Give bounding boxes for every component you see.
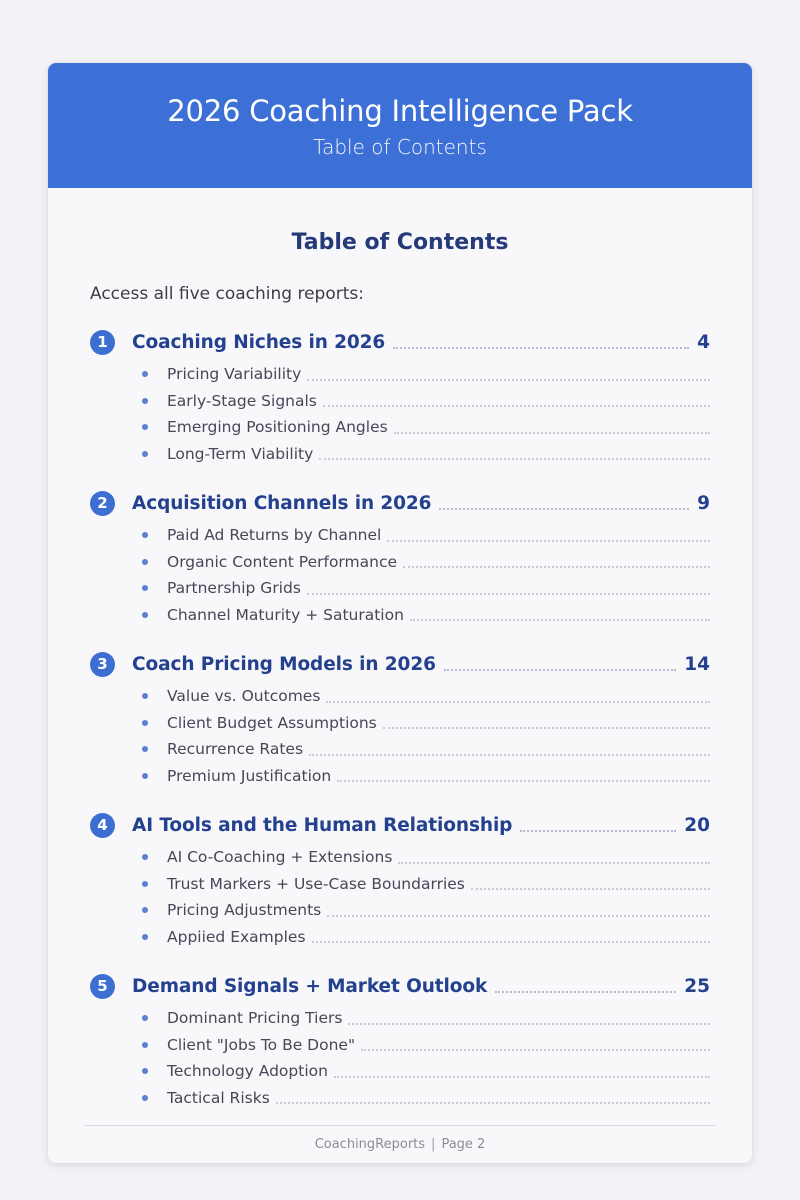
bullet-icon — [142, 907, 148, 913]
subsection-item[interactable] — [142, 1005, 710, 1032]
document-page — [48, 63, 752, 1163]
section-number-badge: 3 — [90, 652, 115, 677]
bullet-icon — [142, 881, 148, 887]
toc-section-link[interactable] — [90, 971, 710, 1001]
subsection-label: Organic Content Performance — [167, 552, 398, 571]
toc-section-link[interactable] — [90, 649, 710, 679]
subsection-label: Partnership Grids — [167, 579, 301, 598]
dot-leader — [319, 458, 710, 460]
subsection-label: Client "Jobs To Be Done" — [167, 1035, 356, 1054]
subsection-item[interactable] — [142, 683, 710, 710]
subsection-label: Appiied Examples — [167, 927, 306, 946]
dot-leader — [393, 347, 689, 349]
subsection-label: Pricing Adjustments — [167, 901, 322, 920]
subsection-label: Tactical Risks — [167, 1088, 270, 1107]
bullet-icon — [142, 1068, 148, 1074]
subsection-label: Value vs. Outcomes — [167, 687, 321, 706]
footer-page-label: Page 2 — [441, 1137, 486, 1152]
toc-heading: Table of Contents — [291, 230, 509, 255]
subsection-label: Paid Ad Returns by Channel — [167, 526, 382, 545]
dot-leader — [327, 915, 710, 917]
dot-leader — [471, 888, 710, 890]
section-title: Demand Signals + Market Outlook — [132, 975, 488, 997]
section-page-number: 9 — [697, 492, 710, 514]
toc-section-2 — [90, 488, 710, 628]
subsection-item[interactable] — [142, 441, 710, 468]
bullet-icon — [142, 451, 148, 457]
page-footer — [84, 1125, 716, 1154]
dot-leader — [444, 669, 676, 671]
bullet-icon — [142, 773, 148, 779]
toc-body — [48, 228, 752, 1111]
bullet-icon — [142, 398, 148, 404]
section-number-badge: 1 — [90, 330, 115, 355]
section-page-number: 20 — [684, 814, 710, 836]
bullet-icon — [142, 559, 148, 565]
subsection-list — [90, 1005, 710, 1111]
subsection-label: Trust Markers + Use-Case Boundarries — [167, 874, 465, 893]
dot-leader — [520, 830, 676, 832]
subsection-item[interactable] — [142, 602, 710, 629]
bullet-icon — [142, 720, 148, 726]
dot-leader — [361, 1049, 710, 1051]
subsection-item[interactable] — [142, 1058, 710, 1085]
section-page-number: 25 — [684, 975, 710, 997]
subsection-list — [90, 844, 710, 950]
document-title: 2026 Coaching Intelligence Pack — [167, 94, 633, 128]
dot-leader — [312, 941, 710, 943]
toc-section-5 — [90, 971, 710, 1111]
subsection-item[interactable] — [142, 522, 710, 549]
subsection-list — [90, 361, 710, 467]
dot-leader — [403, 566, 710, 568]
dot-leader — [394, 432, 710, 434]
subsection-item[interactable] — [142, 871, 710, 898]
bullet-icon — [142, 746, 148, 752]
subsection-item[interactable] — [142, 1085, 710, 1112]
toc-section-link[interactable] — [90, 810, 710, 840]
bullet-icon — [142, 424, 148, 430]
bullet-icon — [142, 934, 148, 940]
section-title: Acquisition Channels in 2026 — [132, 492, 432, 514]
subsection-label: Client Budget Assumptions — [167, 713, 377, 732]
section-page-number: 4 — [697, 331, 710, 353]
dot-leader — [383, 727, 710, 729]
dot-leader — [348, 1023, 710, 1025]
dot-leader — [307, 593, 710, 595]
document-subtitle: Table of Contents — [313, 135, 487, 159]
subsection-label: AI Co-Coaching + Extensions — [167, 848, 393, 867]
bullet-icon — [142, 585, 148, 591]
subsection-label: Early-Stage Signals — [167, 391, 317, 410]
dot-leader — [439, 508, 689, 510]
bullet-icon — [142, 693, 148, 699]
toc-section-link[interactable] — [90, 327, 710, 357]
footer-separator: | — [431, 1137, 436, 1152]
section-number-badge: 2 — [90, 491, 115, 516]
dot-leader — [323, 405, 710, 407]
subsection-item[interactable] — [142, 1032, 710, 1059]
footer-brand: CoachingReports — [314, 1137, 426, 1152]
dot-leader — [334, 1076, 710, 1078]
subsection-item[interactable] — [142, 736, 710, 763]
subsection-item[interactable] — [142, 763, 710, 790]
subsection-label: Pricing Variability — [167, 365, 302, 384]
subsection-item[interactable] — [142, 844, 710, 871]
subsection-label: Long-Term Viability — [167, 444, 314, 463]
dot-leader — [410, 619, 710, 621]
subsection-list — [90, 522, 710, 628]
section-page-number: 14 — [684, 653, 710, 675]
section-title: AI Tools and the Human Relationship — [132, 814, 513, 836]
bullet-icon — [142, 1095, 148, 1101]
dot-leader — [398, 862, 710, 864]
dot-leader — [387, 540, 710, 542]
page-header — [48, 63, 752, 188]
dot-leader — [337, 780, 710, 782]
bullet-icon — [142, 1042, 148, 1048]
toc-section-link[interactable] — [90, 488, 710, 518]
subsection-item[interactable] — [142, 710, 710, 737]
subsection-item[interactable] — [142, 388, 710, 415]
subsection-item[interactable] — [142, 575, 710, 602]
subsection-list — [90, 683, 710, 789]
toc-section-3 — [90, 649, 710, 789]
section-title: Coach Pricing Models in 2026 — [132, 653, 436, 675]
bullet-icon — [142, 612, 148, 618]
dot-leader — [495, 991, 676, 993]
toc-section-4 — [90, 810, 710, 950]
subsection-item[interactable] — [142, 924, 710, 951]
dot-leader — [307, 379, 710, 381]
bullet-icon — [142, 1015, 148, 1021]
section-number-badge: 5 — [90, 974, 115, 999]
toc-section-1 — [90, 327, 710, 467]
subsection-label: Dominant Pricing Tiers — [167, 1009, 343, 1028]
subsection-item[interactable] — [142, 549, 710, 576]
subsection-label: Premium Justification — [167, 766, 332, 785]
subsection-item[interactable] — [142, 361, 710, 388]
subsection-item[interactable] — [142, 897, 710, 924]
section-number-badge: 4 — [90, 813, 115, 838]
toc-intro: Access all five coaching reports: — [90, 284, 364, 304]
subsection-label: Technology Adoption — [167, 1062, 328, 1081]
subsection-label: Channel Maturity + Saturation — [167, 605, 404, 624]
dot-leader — [276, 1102, 710, 1104]
dot-leader — [309, 754, 710, 756]
bullet-icon — [142, 532, 148, 538]
section-title: Coaching Niches in 2026 — [132, 331, 386, 353]
dot-leader — [326, 701, 710, 703]
bullet-icon — [142, 854, 148, 860]
subsection-item[interactable] — [142, 414, 710, 441]
subsection-label: Emerging Positioning Angles — [167, 418, 388, 437]
subsection-label: Recurrence Rates — [167, 740, 304, 759]
bullet-icon — [142, 371, 148, 377]
